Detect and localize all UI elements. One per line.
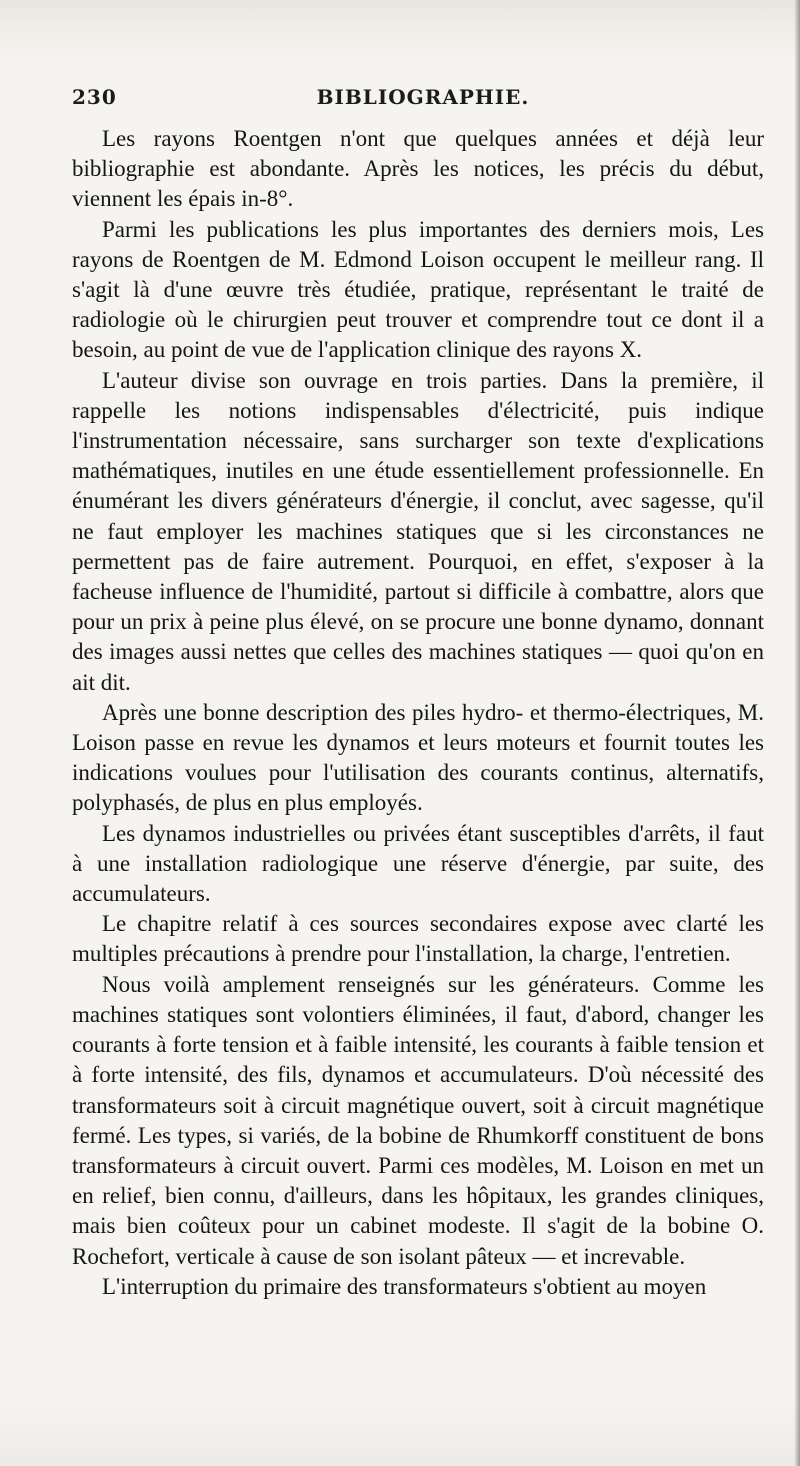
body-text bbox=[72, 124, 764, 1302]
paragraph-7: Nous voilà amplement renseignés sur les générateurs. Comme les machines statiques sont volontiers éliminées, il faut, d'abord, changer les courants à forte tension et à faible intensité, les courants à faible tension et à forte intensité, des fils, dynamos et accumulateurs. D'où nécessité des transformateurs soit à circuit magnétique ouvert, soit à circuit magnétique fermé. Les types, si variés, de la bobine de Rhumkorff constituent de bons transformateurs à circuit ouvert. Parmi ces modèles, M. Loison en met un en relief, bien connu, d'ailleurs, dans les hôpitaux, les grandes cliniques, mais bien coûteux pour un cabinet modeste. Il s'agit de la bobine O. Rochefort, verticale à cause de son isolant pâteux — et increvable. bbox=[72, 971, 764, 1269]
page-header bbox=[72, 85, 764, 119]
running-head: BIBLIOGRAPHIE. bbox=[316, 85, 530, 109]
paragraph-1: Les rayons Roentgen n'ont que quelques années et déjà leur bibliographie est abondante. Après les notices, les précis du début, viennent les épais in-8°. bbox=[72, 126, 764, 212]
paragraph-6: Le chapitre relatif à ces sources secondaires expose avec clarté les multiples précautions à prendre pour l'installation, la charge, l'entretien. bbox=[72, 911, 764, 967]
paragraph-5: Les dynamos industrielles ou privées étant susceptibles d'arrêts, il faut à une installation radiologique une réserve d'énergie, par suite, des accumulateurs. bbox=[72, 820, 764, 907]
paragraph-3: L'auteur divise son ouvrage en trois parties. Dans la première, il rappelle les notions indispensables d'électricité, puis indique l'instrumentation nécessaire, sans surcharger son texte d'explications mathématiques, inutiles en une étude essentiellement professionnelle. En énumérant les divers générateurs d'énergie, il conclut, avec sagesse, qu'il ne faut employer les machines statiques que si les circonstances ne permettent pas de faire autrement. Pourquoi, en effet, s'exposer à la facheuse influence de l'humidité, partout si difficile à combattre, alors que pour un prix à peine plus élevé, on se procure une bonne dynamo, donnant des images aussi nettes que celles des machines statiques — quoi qu'on en ait dit. bbox=[72, 367, 764, 695]
paragraph-8: L'interruption du primaire des transformateurs s'obtient au moyen bbox=[102, 1273, 707, 1299]
paragraph-2: Parmi les publications les plus importantes des derniers mois, Les rayons de Roentgen de M. Edmond Loison occupent le meilleur rang. Il s'agit là d'une œuvre très étudiée, pratique, représentant le traité de radiologie où le chirurgien peut trouver et comprendre tout ce dont il a besoin, au point de vue de l'application clinique des rayons X. bbox=[72, 216, 764, 363]
paragraph-4: Après une bonne description des piles hydro- et thermo-électriques, M. Loison passe en revue les dynamos et leurs moteurs et fournit toutes les indications voulues pour l'utilisation des courants continus, alternatifs, polyphasés, de plus en plus employés. bbox=[72, 699, 764, 816]
page-number: 230 bbox=[72, 85, 117, 109]
